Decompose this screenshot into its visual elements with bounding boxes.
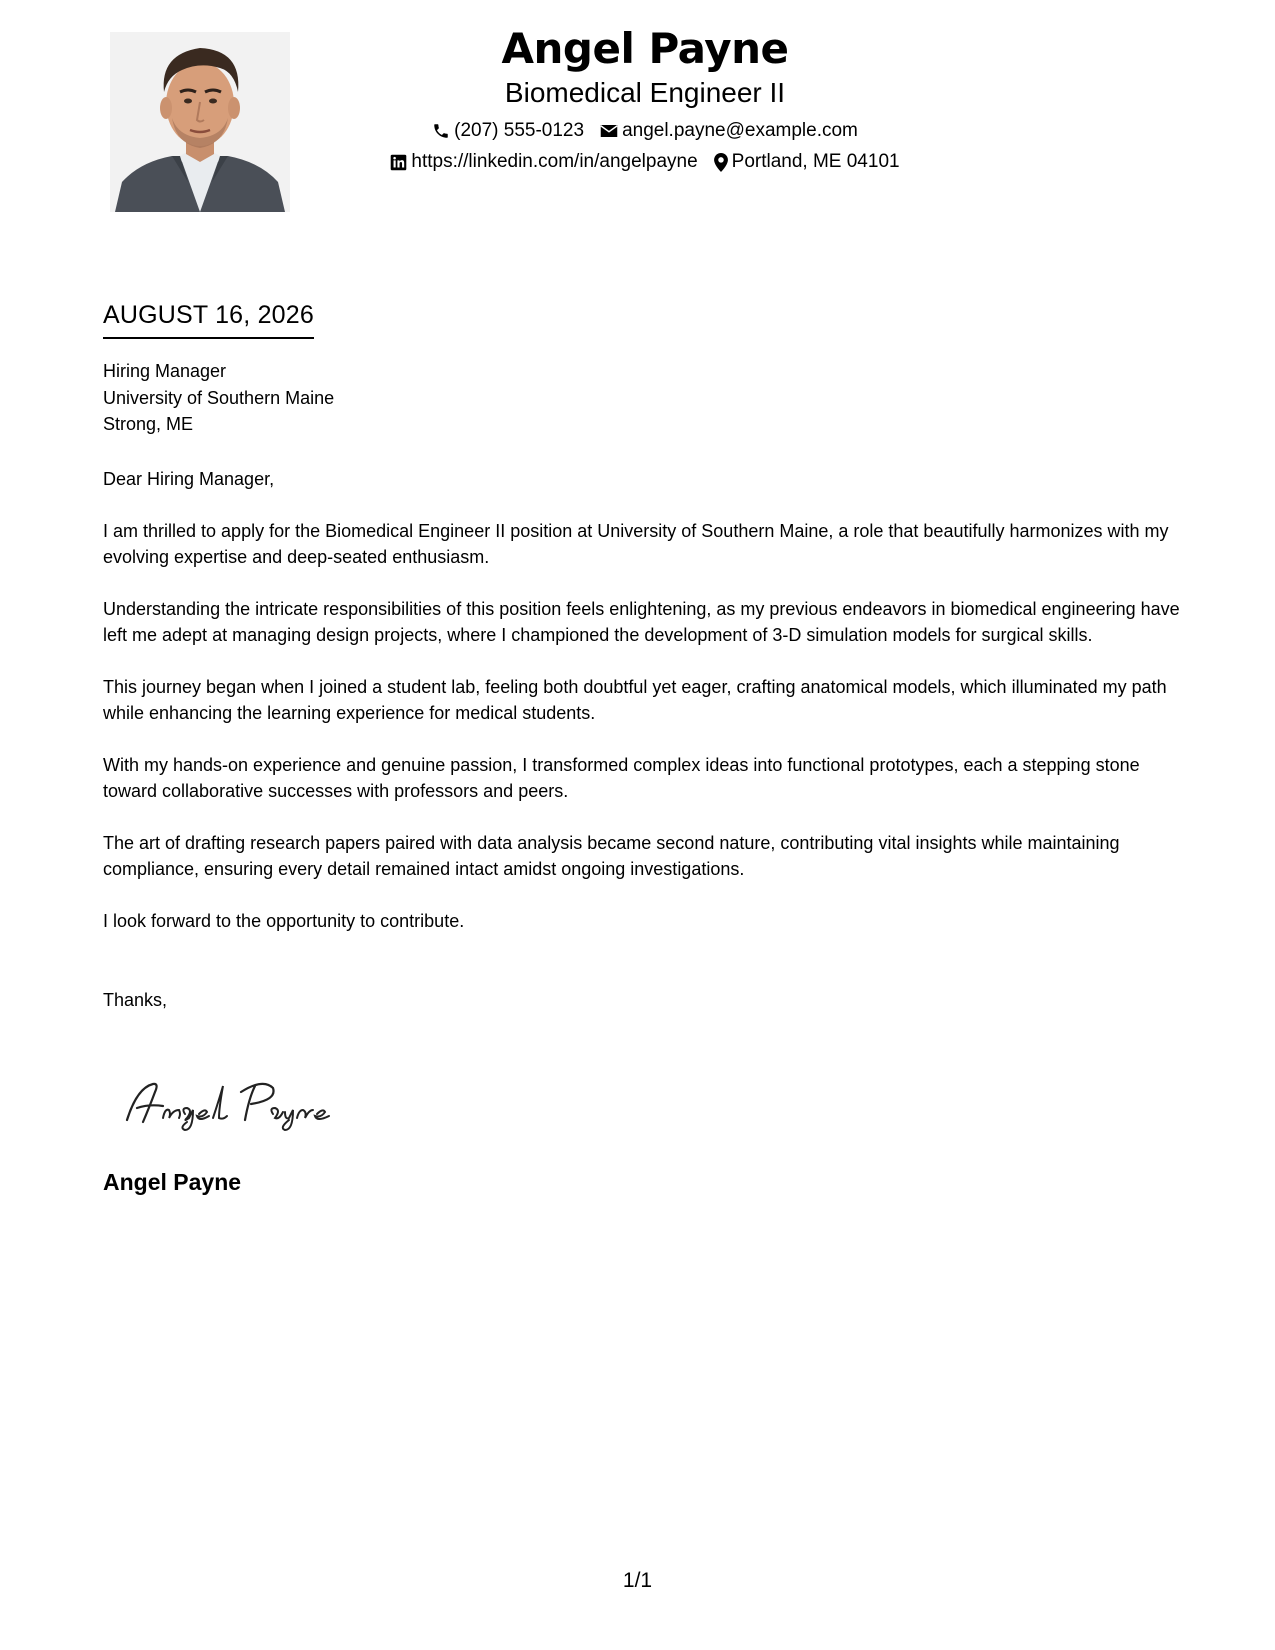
linkedin-icon (390, 154, 407, 171)
applicant-name: Angel Payne (501, 24, 789, 73)
contact-row-primary (330, 119, 960, 143)
body-paragraph: With my hands-on experience and genuine passion, I transformed complex ideas into functional prototypes, each a stepping stone toward collaborative successes with professors and peers. (103, 754, 1140, 801)
page-indicator: 1/1 (622, 1569, 653, 1592)
letter-header (330, 22, 960, 174)
location-contact (714, 150, 900, 174)
linkedin-contact[interactable] (390, 150, 697, 174)
recipient-line: University of Southern Maine (103, 387, 335, 408)
phone-contact (432, 119, 584, 143)
profile-photo (110, 32, 290, 212)
applicant-title: Biomedical Engineer II (504, 77, 786, 108)
body-paragraph: I am thrilled to apply for the Biomedical Engineer II position at University of Southern Maine, a role that beautifully harmonizes with my evolving expertise and deep-seated enthusiasm. (103, 520, 1169, 567)
body-paragraph: I look forward to the opportunity to contribute. (103, 910, 465, 931)
recipient-line: Strong, ME (103, 414, 194, 434)
letter-body (103, 358, 1183, 1013)
map-pin-icon (714, 153, 728, 172)
linkedin-url[interactable]: https://linkedin.com/in/angelpayne (411, 151, 698, 172)
body-paragraph: Understanding the intricate responsibilities of this position feels enlightening, as my previous endeavors in biomedical engineering have left me adept at managing design projects, where I championed the development of 3-D simulation models for surgical skills. (103, 598, 1180, 645)
recipient-block (103, 358, 1183, 438)
signer-name: Angel Payne (103, 1169, 242, 1195)
recipient-line: Hiring Manager (103, 361, 227, 381)
email-contact[interactable] (600, 119, 858, 143)
email-address[interactable]: angel.payne@example.com (622, 120, 858, 141)
handwritten-signature (123, 1078, 343, 1132)
location-text: Portland, ME 04101 (731, 151, 900, 172)
phone-number: (207) 555-0123 (454, 120, 585, 141)
letter-date: AUGUST 16, 2026 (103, 299, 314, 339)
body-paragraph: This journey began when I joined a student lab, feeling both doubtful yet eager, crafting anatomical models, which illuminated my path while enhancing the learning experience for medical students. (103, 676, 1167, 723)
closing: Thanks, (103, 989, 168, 1010)
body-paragraph: The art of drafting research papers paired with data analysis became second nature, contributing vital insights while maintaining compliance, ensuring every detail remained intact amidst ongoing investigations. (103, 832, 1120, 879)
salutation: Dear Hiring Manager, (103, 468, 275, 489)
envelope-icon (600, 123, 618, 139)
phone-icon (432, 122, 450, 140)
contact-row-secondary (330, 150, 960, 174)
